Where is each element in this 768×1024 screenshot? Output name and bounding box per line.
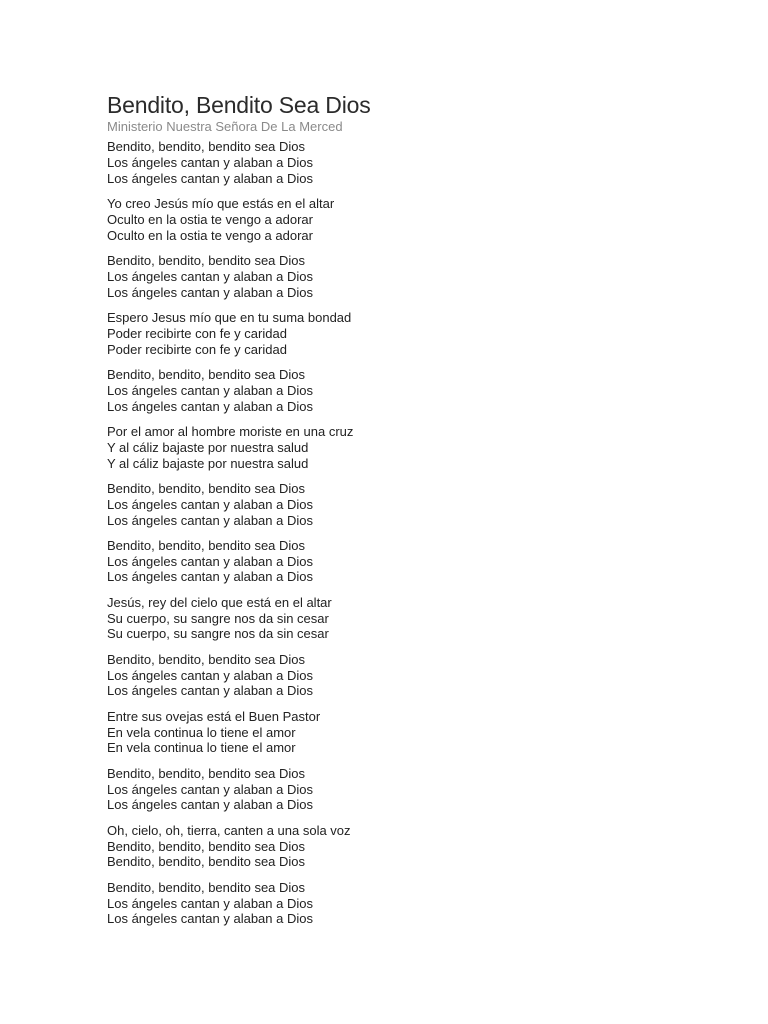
lyric-line: Y al cáliz bajaste por nuestra salud [107, 439, 309, 455]
lyric-line: Los ángeles cantan y alaban a Dios [107, 797, 313, 813]
lyric-line: Y al cáliz bajaste por nuestra salud [107, 455, 309, 471]
lyric-line: Los ángeles cantan y alaban a Dios [107, 781, 313, 797]
lyrics-stanza [107, 823, 707, 870]
lyrics-stanza [107, 139, 707, 186]
lyric-line: Bendito, bendito, bendito sea Dios [107, 252, 306, 268]
lyric-line: Los ángeles cantan y alaban a Dios [107, 569, 313, 585]
lyric-line: Bendito, bendito, bendito sea Dios [107, 366, 306, 382]
lyric-line: Por el amor al hombre moriste en una cruz [107, 423, 354, 439]
lyric-line: En vela continua lo tiene el amor [107, 740, 296, 756]
lyric-line: Los ángeles cantan y alaban a Dios [107, 154, 313, 170]
lyric-line: Poder recibirte con fe y caridad [107, 341, 287, 357]
lyrics-stanza [107, 424, 707, 471]
lyric-line: Bendito, bendito, bendito sea Dios [107, 139, 306, 154]
lyric-line: Oh, cielo, oh, tierra, canten a una sola voz [107, 822, 351, 838]
lyrics-stanza [107, 709, 707, 756]
lyrics-stanza [107, 310, 707, 357]
lyric-line: Bendito, bendito, bendito sea Dios [107, 765, 306, 781]
lyric-line: Los ángeles cantan y alaban a Dios [107, 667, 313, 683]
lyric-line: Los ángeles cantan y alaban a Dios [107, 683, 313, 699]
lyric-line: Espero Jesus mío que en tu suma bondad [107, 309, 352, 325]
lyric-line: Los ángeles cantan y alaban a Dios [107, 512, 313, 528]
lyric-line: Los ángeles cantan y alaban a Dios [107, 911, 313, 927]
lyric-line: Los ángeles cantan y alaban a Dios [107, 284, 313, 300]
lyric-line: Su cuerpo, su sangre nos da sin cesar [107, 610, 329, 626]
lyrics-stanza [107, 196, 707, 243]
lyric-line: Su cuerpo, su sangre nos da sin cesar [107, 626, 329, 642]
lyrics-stanza [107, 538, 707, 585]
lyric-line: Jesús, rey del cielo que está en el altar [107, 594, 332, 610]
lyrics-stanza [107, 253, 707, 300]
lyric-line: Entre sus ovejas está el Buen Pastor [107, 708, 321, 724]
lyric-line: En vela continua lo tiene el amor [107, 724, 296, 740]
lyrics-stanza [107, 880, 707, 927]
lyric-line: Los ángeles cantan y alaban a Dios [107, 895, 313, 911]
lyric-line: Bendito, bendito, bendito sea Dios [107, 480, 306, 496]
lyric-line: Los ángeles cantan y alaban a Dios [107, 268, 313, 284]
lyrics-stanza [107, 367, 707, 414]
lyric-line: Bendito, bendito, bendito sea Dios [107, 854, 306, 870]
lyric-line: Bendito, bendito, bendito sea Dios [107, 651, 306, 667]
lyric-line: Los ángeles cantan y alaban a Dios [107, 496, 313, 512]
lyrics-body [107, 139, 707, 927]
lyric-line: Los ángeles cantan y alaban a Dios [107, 170, 313, 186]
lyric-line: Oculto en la ostia te vengo a adorar [107, 227, 313, 243]
lyrics-stanza [107, 595, 707, 642]
lyrics-stanza [107, 652, 707, 699]
lyric-line: Oculto en la ostia te vengo a adorar [107, 211, 313, 227]
song-title: Bendito, Bendito Sea Dios [107, 92, 371, 118]
lyric-line: Yo creo Jesús mío que estás en el altar [107, 195, 335, 211]
lyric-line: Bendito, bendito, bendito sea Dios [107, 879, 306, 895]
lyrics-stanza [107, 766, 707, 813]
document-page [107, 91, 707, 937]
song-subtitle: Ministerio Nuestra Señora De La Merced [107, 119, 343, 134]
lyric-line: Los ángeles cantan y alaban a Dios [107, 553, 313, 569]
lyric-line: Los ángeles cantan y alaban a Dios [107, 398, 313, 414]
lyric-line: Bendito, bendito, bendito sea Dios [107, 838, 306, 854]
lyrics-stanza [107, 481, 707, 528]
lyric-line: Los ángeles cantan y alaban a Dios [107, 382, 313, 398]
lyric-line: Bendito, bendito, bendito sea Dios [107, 537, 306, 553]
lyric-line: Poder recibirte con fe y caridad [107, 325, 287, 341]
